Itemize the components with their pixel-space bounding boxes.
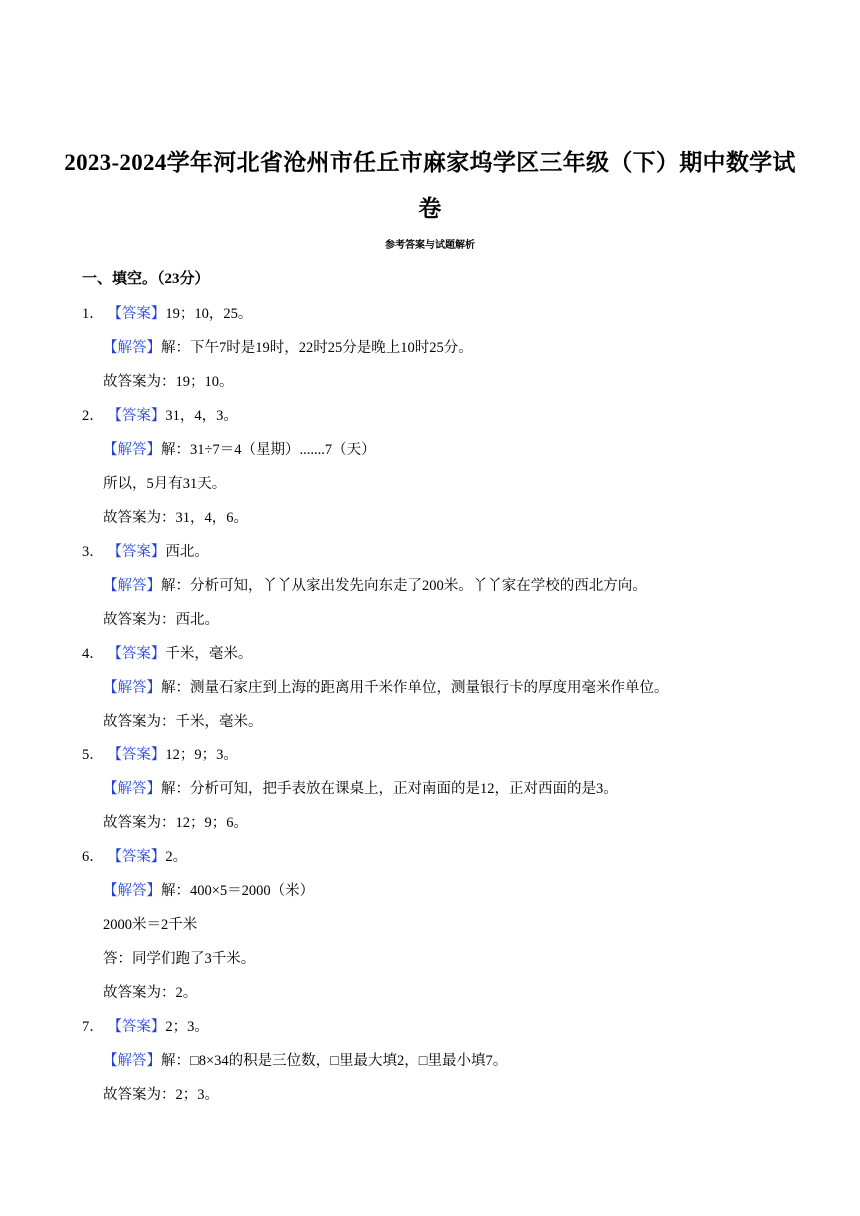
answer-tag: 【答案】 [107,544,166,560]
item-4-analysis-line [103,676,669,697]
answer-tag: 【答案】 [107,646,166,662]
item-7-conclusion: 故答案为：2；3。 [103,1087,219,1103]
analysis-tag: 【解答】 [103,340,161,356]
answer-text: 千米，毫米。 [165,646,253,662]
analysis-text: 解：下午7时是19时，22时25分是晚上10时25分。 [161,340,473,356]
item-6-analysis-line [103,879,314,900]
item-3-answer-line [82,540,209,561]
analysis-text: 解：分析可知，丫丫从家出发先向东走了200米。丫丫家在学校的西北方向。 [161,578,647,594]
item-6-answer-line [82,845,187,866]
item-number: 5． [82,747,104,763]
item-1-analysis-line [103,336,473,357]
answer-tag: 【答案】 [107,306,166,322]
analysis-tag: 【解答】 [103,680,161,696]
answer-tag: 【答案】 [107,849,166,865]
item-2-answer-line [82,404,238,425]
item-7-analysis-line [103,1049,507,1070]
item-number: 7． [82,1019,104,1035]
item-3-analysis-line [103,574,647,595]
title-line-2: 卷 [418,196,442,221]
answer-text: 2。 [165,849,188,865]
item-4-conclusion: 故答案为：千米，毫米。 [103,714,263,730]
title-line-1: 2023-2024学年河北省沧州市任丘市麻家坞学区三年级（下）期中数学试 [64,150,796,175]
answer-text: 12；9；3。 [165,747,238,763]
item-6-line-2: 答：同学们跑了3千米。 [103,951,256,967]
analysis-tag: 【解答】 [103,781,161,797]
answer-tag: 【答案】 [107,1019,166,1035]
analysis-tag: 【解答】 [103,578,161,594]
answer-tag: 【答案】 [107,747,166,763]
analysis-text: 解：31÷7＝4（星期）.......7（天） [161,442,376,458]
answer-text: 西北。 [165,544,209,560]
item-number: 3． [82,544,104,560]
analysis-tag: 【解答】 [103,883,161,899]
item-number: 4． [82,646,104,662]
item-number: 1． [82,306,104,322]
item-1-conclusion: 故答案为：19；10。 [103,374,234,390]
document-title [60,140,800,232]
analysis-tag: 【解答】 [103,1053,161,1069]
item-6-line-1: 2000米＝2千米 [103,917,198,933]
analysis-text: 解：400×5＝2000（米） [161,883,315,899]
item-2-line-1: 所以，5月有31天。 [103,476,227,492]
answer-text: 19；10，25。 [165,306,253,322]
item-number: 2． [82,408,104,424]
answer-tag: 【答案】 [107,408,166,424]
item-5-answer-line [82,743,238,764]
answer-text: 2；3。 [165,1019,209,1035]
analysis-text: 解：测量石家庄到上海的距离用千米作单位，测量银行卡的厚度用毫米作单位。 [161,680,669,696]
item-7-answer-line [82,1015,209,1036]
analysis-text: 解：□8×34的积是三位数，□里最大填2，□里最小填7。 [161,1053,508,1069]
section-heading: 一、填空。（23分） [82,271,210,287]
item-2-analysis-line [103,438,376,459]
item-1-answer-line [82,302,252,323]
analysis-text: 解：分析可知，把手表放在课桌上，正对南面的是12，正对西面的是3。 [161,781,618,797]
item-5-analysis-line [103,777,618,798]
answer-text: 31，4，3。 [165,408,238,424]
item-6-conclusion: 故答案为：2。 [103,985,198,1001]
item-number: 6． [82,849,104,865]
item-2-conclusion: 故答案为：31，4，6。 [103,510,248,526]
document-subtitle: 参考答案与试题解析 [385,240,475,251]
item-4-answer-line [82,642,252,663]
item-5-conclusion: 故答案为：12；9；6。 [103,815,248,831]
item-3-conclusion: 故答案为：西北。 [103,612,219,628]
analysis-tag: 【解答】 [103,442,161,458]
